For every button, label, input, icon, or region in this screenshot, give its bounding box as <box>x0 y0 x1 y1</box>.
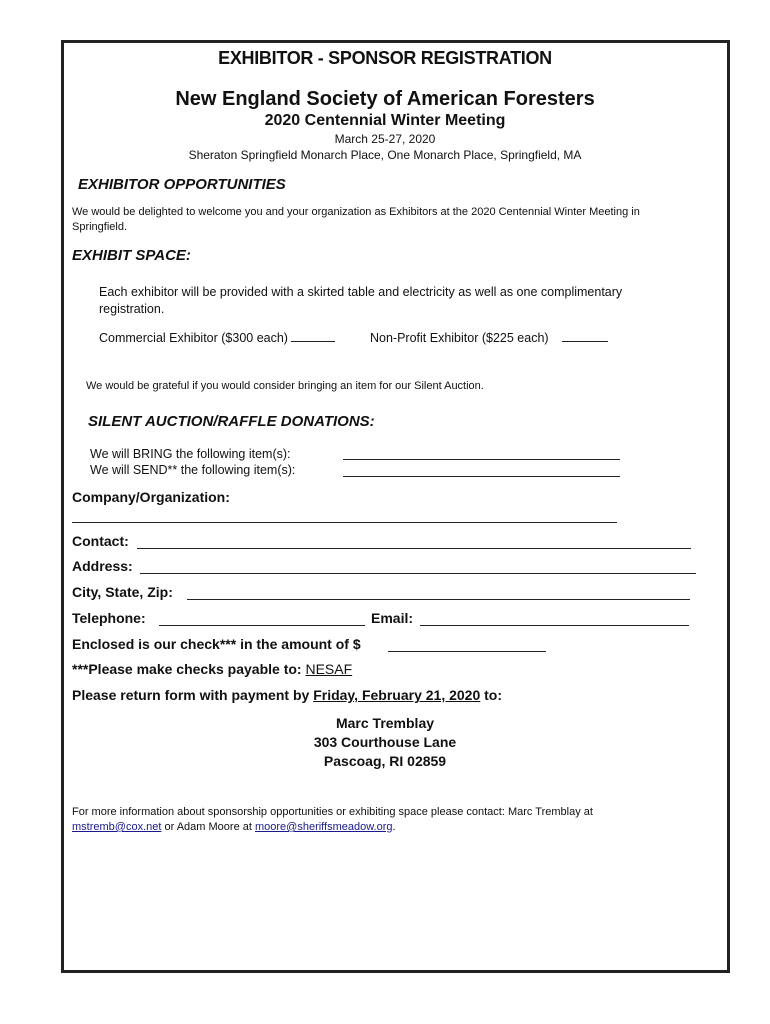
contact-info-end: . <box>392 821 396 833</box>
address-blank[interactable] <box>140 573 696 574</box>
telephone-label: Telephone: <box>72 610 146 626</box>
nonprofit-exhibitor-field[interactable] <box>370 329 608 345</box>
bring-items-label: We will BRING the following item(s): <box>90 447 291 461</box>
return-label: Please return form with payment by <box>72 687 310 703</box>
return-line <box>72 687 502 703</box>
bring-items-blank[interactable] <box>343 459 620 460</box>
email-link-adam[interactable]: moore@sheriffsmeadow.org <box>254 821 393 833</box>
send-items-blank[interactable] <box>343 476 620 477</box>
return-deadline: Friday, February 21, 2020 <box>313 687 481 703</box>
form-title: EXHIBITOR - SPONSOR REGISTRATION <box>218 48 552 68</box>
exhibit-space-heading: EXHIBIT SPACE: <box>72 247 191 264</box>
send-items-label: We will SEND** the following item(s): <box>90 463 296 477</box>
commercial-exhibitor-label: Commercial Exhibitor ($300 each) <box>99 331 288 345</box>
return-suffix: to: <box>484 687 503 703</box>
org-name: New England Society of American Foresters <box>175 88 595 110</box>
nonprofit-exhibitor-blank[interactable] <box>562 329 608 342</box>
email-link-marc[interactable]: mstremb@cox.net <box>72 821 162 833</box>
mail-city: Pascoag, RI 02859 <box>323 753 447 769</box>
company-label: Company/Organization: <box>72 489 230 505</box>
event-name: 2020 Centennial Winter Meeting <box>264 112 506 129</box>
exhibit-desc-line-1: Each exhibitor will be provided with a skirted table and electricity as well as one complimentary <box>99 285 623 299</box>
payable-line <box>72 661 352 677</box>
contact-info-line-1: For more information about sponsorship opportunities or exhibiting space please contact: Marc Tremblay at <box>72 806 593 818</box>
commercial-exhibitor-field[interactable] <box>99 329 335 345</box>
city-state-zip-blank[interactable] <box>187 599 690 600</box>
event-dates: March 25-27, 2020 <box>334 132 436 146</box>
nonprofit-exhibitor-label: Non-Profit Exhibitor ($225 each) <box>370 331 549 345</box>
check-amount-blank[interactable] <box>388 651 546 652</box>
mail-street: 303 Courthouse Lane <box>313 734 457 750</box>
contact-info-line-2 <box>72 821 396 833</box>
mail-name: Marc Tremblay <box>335 715 435 731</box>
telephone-blank[interactable] <box>159 625 365 626</box>
exhibitor-opportunities-heading: EXHIBITOR OPPORTUNITIES <box>78 176 286 193</box>
contact-info-middle: or Adam Moore at <box>164 821 252 833</box>
silent-auction-heading: SILENT AUCTION/RAFFLE DONATIONS: <box>88 413 375 430</box>
intro-line-2: Springfield. <box>72 221 128 233</box>
email-blank[interactable] <box>420 625 689 626</box>
commercial-exhibitor-blank[interactable] <box>291 329 335 342</box>
address-label: Address: <box>72 558 133 574</box>
contact-label: Contact: <box>72 533 129 549</box>
event-venue: Sheraton Springfield Monarch Place, One Monarch Place, Springfield, MA <box>188 148 582 162</box>
email-label: Email: <box>371 610 414 626</box>
payable-label: ***Please make checks payable to: <box>72 661 302 677</box>
intro-line-1: We would be delighted to welcome you and your organization as Exhibitors at the 2020 Centennial Winter Meeting in <box>72 206 640 218</box>
contact-blank[interactable] <box>137 548 691 549</box>
check-amount-label: Enclosed is our check*** in the amount of $ <box>72 636 361 652</box>
silent-auction-note: We would be grateful if you would consider bringing an item for our Silent Auction. <box>86 380 484 392</box>
exhibit-desc-line-2: registration. <box>99 302 165 316</box>
city-state-zip-label: City, State, Zip: <box>72 584 173 600</box>
payable-to: NESAF <box>305 661 353 677</box>
company-blank[interactable] <box>72 522 617 523</box>
